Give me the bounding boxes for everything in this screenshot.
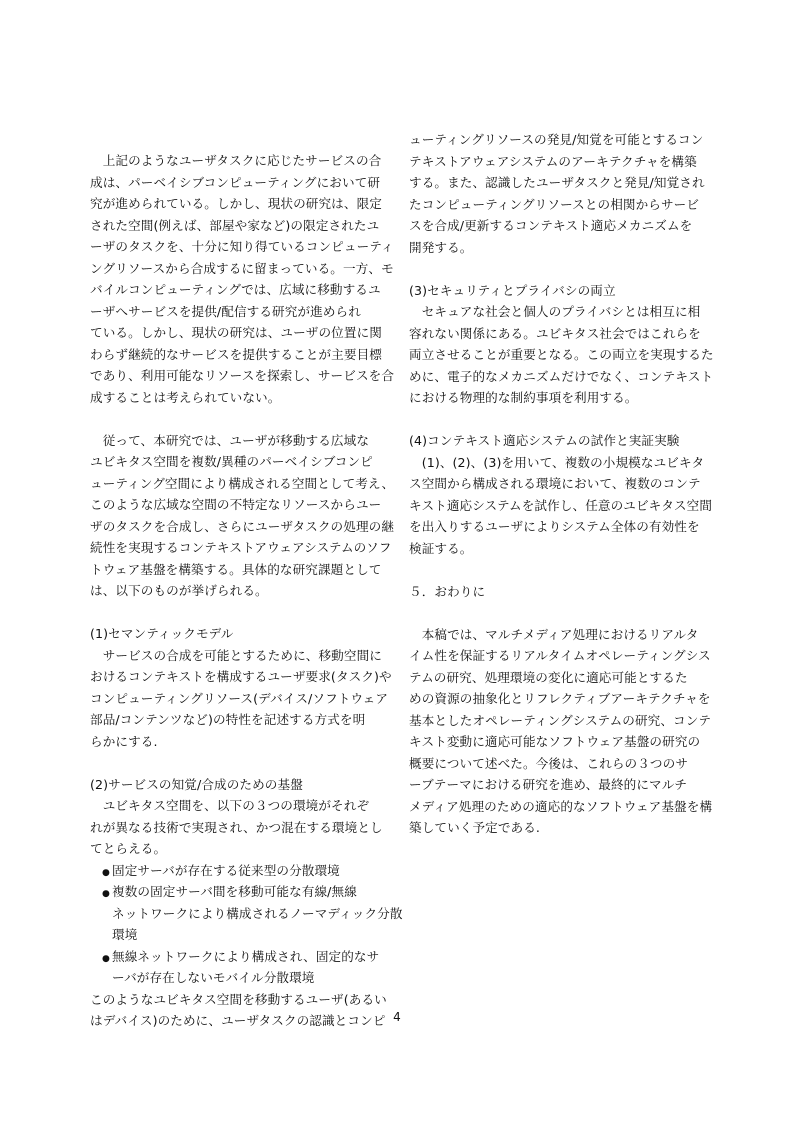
text-line: ーザへサービスを提供/配信する研究が進められ [90, 303, 361, 319]
text-line: わらず継続的なサービスを提供することが主要目標 [90, 346, 382, 362]
text-line: する。また、認識したユーザタスクと発見/知覚され [409, 175, 705, 190]
right-column [409, 129, 714, 839]
text-line: は、以下のものが挙げられる。 [90, 583, 268, 598]
bullet-text: 固定サーバが存在する従来型の分散環境 [112, 862, 340, 878]
text-line: このようなユビキタス空間を移動するユーザ(あるい [90, 991, 387, 1007]
text-line: バイルコンピューティングでは、広域に移動するユ [90, 282, 381, 297]
prototype-experiment-section [409, 430, 714, 559]
bullet-icon: ● [102, 867, 110, 878]
text-line: はデバイス)のために、ユーザタスクの認識とコンピ [90, 1013, 386, 1028]
text-line: 上記のようなユーザタスクに応じたサービスの合 [90, 153, 382, 168]
text-line: (4)コンテキスト適応システムの試作と実証実験 [409, 433, 680, 448]
text-line: 続性を実現するコンテキストアウェアシステムのソフ [90, 540, 392, 555]
service-platform-section [90, 774, 396, 860]
bullet-item [90, 946, 396, 968]
bullet-text: 環境 [112, 927, 138, 942]
text-line: サービスの合成を可能とするために、移動空間に [90, 647, 382, 663]
text-line: めに、電子的なメカニズムだけでなく、コンテキスト [409, 368, 714, 384]
text-line: セキュアな社会と個人のプライバシとは相互に相 [409, 304, 701, 319]
text-line: 開発する。 [409, 239, 473, 255]
security-privacy-section [409, 280, 714, 409]
text-line: 検証する。 [409, 540, 473, 556]
text-line: された空間(例えば、部屋や家など)の限定されたユ [90, 217, 380, 233]
text-line: 究が進められている。しかし、現状の研究は、限定 [90, 196, 382, 211]
text-line: (2)サービスの知覚/合成のための基盤 [90, 776, 303, 792]
bullet-text: ネットワークにより構成されるノーマディック分散 [112, 905, 403, 921]
left-column [90, 150, 403, 1032]
text-line: キスト適応システムを試作し、任意のユビキタス空間 [409, 497, 713, 513]
text-line: めの資源の抽象化とリフレクティブアーキテクチャを [409, 691, 711, 706]
environment-bullet-list [90, 860, 403, 989]
text-line: たコンピューティングリソースとの相関からサービ [409, 196, 700, 212]
text-line: コンピューティングリソース(デバイス/ソフトウェア [90, 690, 389, 706]
text-line: イム性を保証するリアルタイムオペレーティングシス [409, 648, 711, 663]
text-line: (1)、(2)、(3)を用いて、複数の小規模なユビキタ [409, 454, 705, 470]
conclusion-section [409, 624, 714, 839]
text-line: トウェア基盤を構築する。具体的な研究課題として [90, 561, 382, 577]
text-line: ーブテーマにおける研究を進め、最終的にマルチ [409, 777, 688, 792]
bullet-icon: ● [102, 889, 110, 899]
text-line: 容れない関係にある。ユビキタス社会ではこれらを [409, 325, 701, 341]
text-line: れが異なる技術で実現され、かつ混在する環境とし [90, 819, 383, 835]
bullet-text: ーバが存在しないモバイル分散環境 [112, 970, 315, 985]
text-line: 従って、本研究では、ユーザが移動する広域な [90, 432, 370, 448]
text-line: キスト変動に適応可能なソフトウェア基盤の研究の [409, 734, 701, 749]
text-line: 基本としたオペレーティングシステムの研究、コンテ [409, 712, 712, 728]
text-line: を出入りするユーザによりシステム全体の有効性を [409, 519, 700, 534]
text-line: ザのタスクを合成し、さらにユーザタスクの処理の継 [90, 518, 395, 534]
text-line: 成することは考えられていない。 [90, 389, 281, 405]
text-line: 部品/コンテンツなど)の特性を記述する方式を明 [90, 712, 366, 727]
text-line: ユビキタス空間を複数/異種のパーベイシブコンピ [90, 454, 373, 469]
text-line: スを合成/更新するコンテキスト適応メカニズムを [409, 218, 693, 233]
text-line: ている。しかし、現状の研究は、ユーザの位置に関 [90, 325, 382, 340]
text-line: 本稿では、マルチメディア処理におけるリアルタ [409, 626, 699, 642]
text-line: おけるコンテキストを構成するユーザ要求(タスク)や [90, 669, 392, 684]
text-line: (1)セマンティックモデル [90, 626, 234, 641]
bullet-text: 無線ネットワークにより構成され、固定的なサ [112, 948, 380, 964]
text-line: における物理的な制約事項を利用する。 [409, 390, 638, 405]
text-line: ングリソースから合成するに留まっている。一方、モ [90, 260, 394, 276]
semantic-model-section [90, 623, 396, 752]
continued-paragraph [409, 129, 714, 258]
text-line: (3)セキュリティとプライバシの両立 [409, 282, 616, 298]
text-line: であり、利用可能なリソースを探索し、サービスを合 [90, 368, 395, 383]
service-platform-tail [90, 989, 396, 1032]
text-line: 概要について述べた。今後は、これらの３つのサ [409, 755, 689, 771]
text-line: テキストアウェアシステムのアーキテクチャを構築 [409, 153, 697, 169]
text-line: ューティング空間により構成される空間として考え、 [90, 475, 395, 491]
conclusion-heading: ５．おわりに [409, 583, 486, 599]
bullet-icon: ● [102, 953, 110, 964]
text-line: てとらえる。 [90, 841, 167, 856]
text-line: らかにする. [90, 733, 158, 749]
bullet-item [90, 860, 396, 882]
text-line: ス空間から構成される環境において、複数のコンテ [409, 476, 701, 491]
text-line: メディア処理のための適応的なソフトウェア基盤を構 [409, 798, 713, 814]
intro-paragraph [90, 150, 396, 408]
bullet-item [90, 881, 396, 903]
page-number: 4 [393, 1010, 401, 1024]
text-line: ユビキタス空間を、以下の３つの環境がそれぞ [90, 798, 370, 813]
text-line: 両立させることが重要となる。この両立を実現するた [409, 347, 714, 362]
bullet-text: 複数の固定サーバ間を移動可能な有線/無線 [112, 884, 357, 899]
research-approach-paragraph [90, 430, 396, 602]
text-line: 築していく予定である. [409, 820, 541, 835]
text-line: ーザのタスクを、十分に知り得ているコンピューティ [90, 239, 394, 254]
text-line: ューティングリソースの発見/知覚を可能とするコン [409, 132, 704, 147]
text-line: テムの研究、処理環境の変化に適応可能とするた [409, 669, 688, 685]
text-line: 成は、パーベイシブコンピューティングにおいて研 [90, 174, 381, 190]
text-line: このような広域な空間の不特定なリソースからユー [90, 497, 382, 512]
